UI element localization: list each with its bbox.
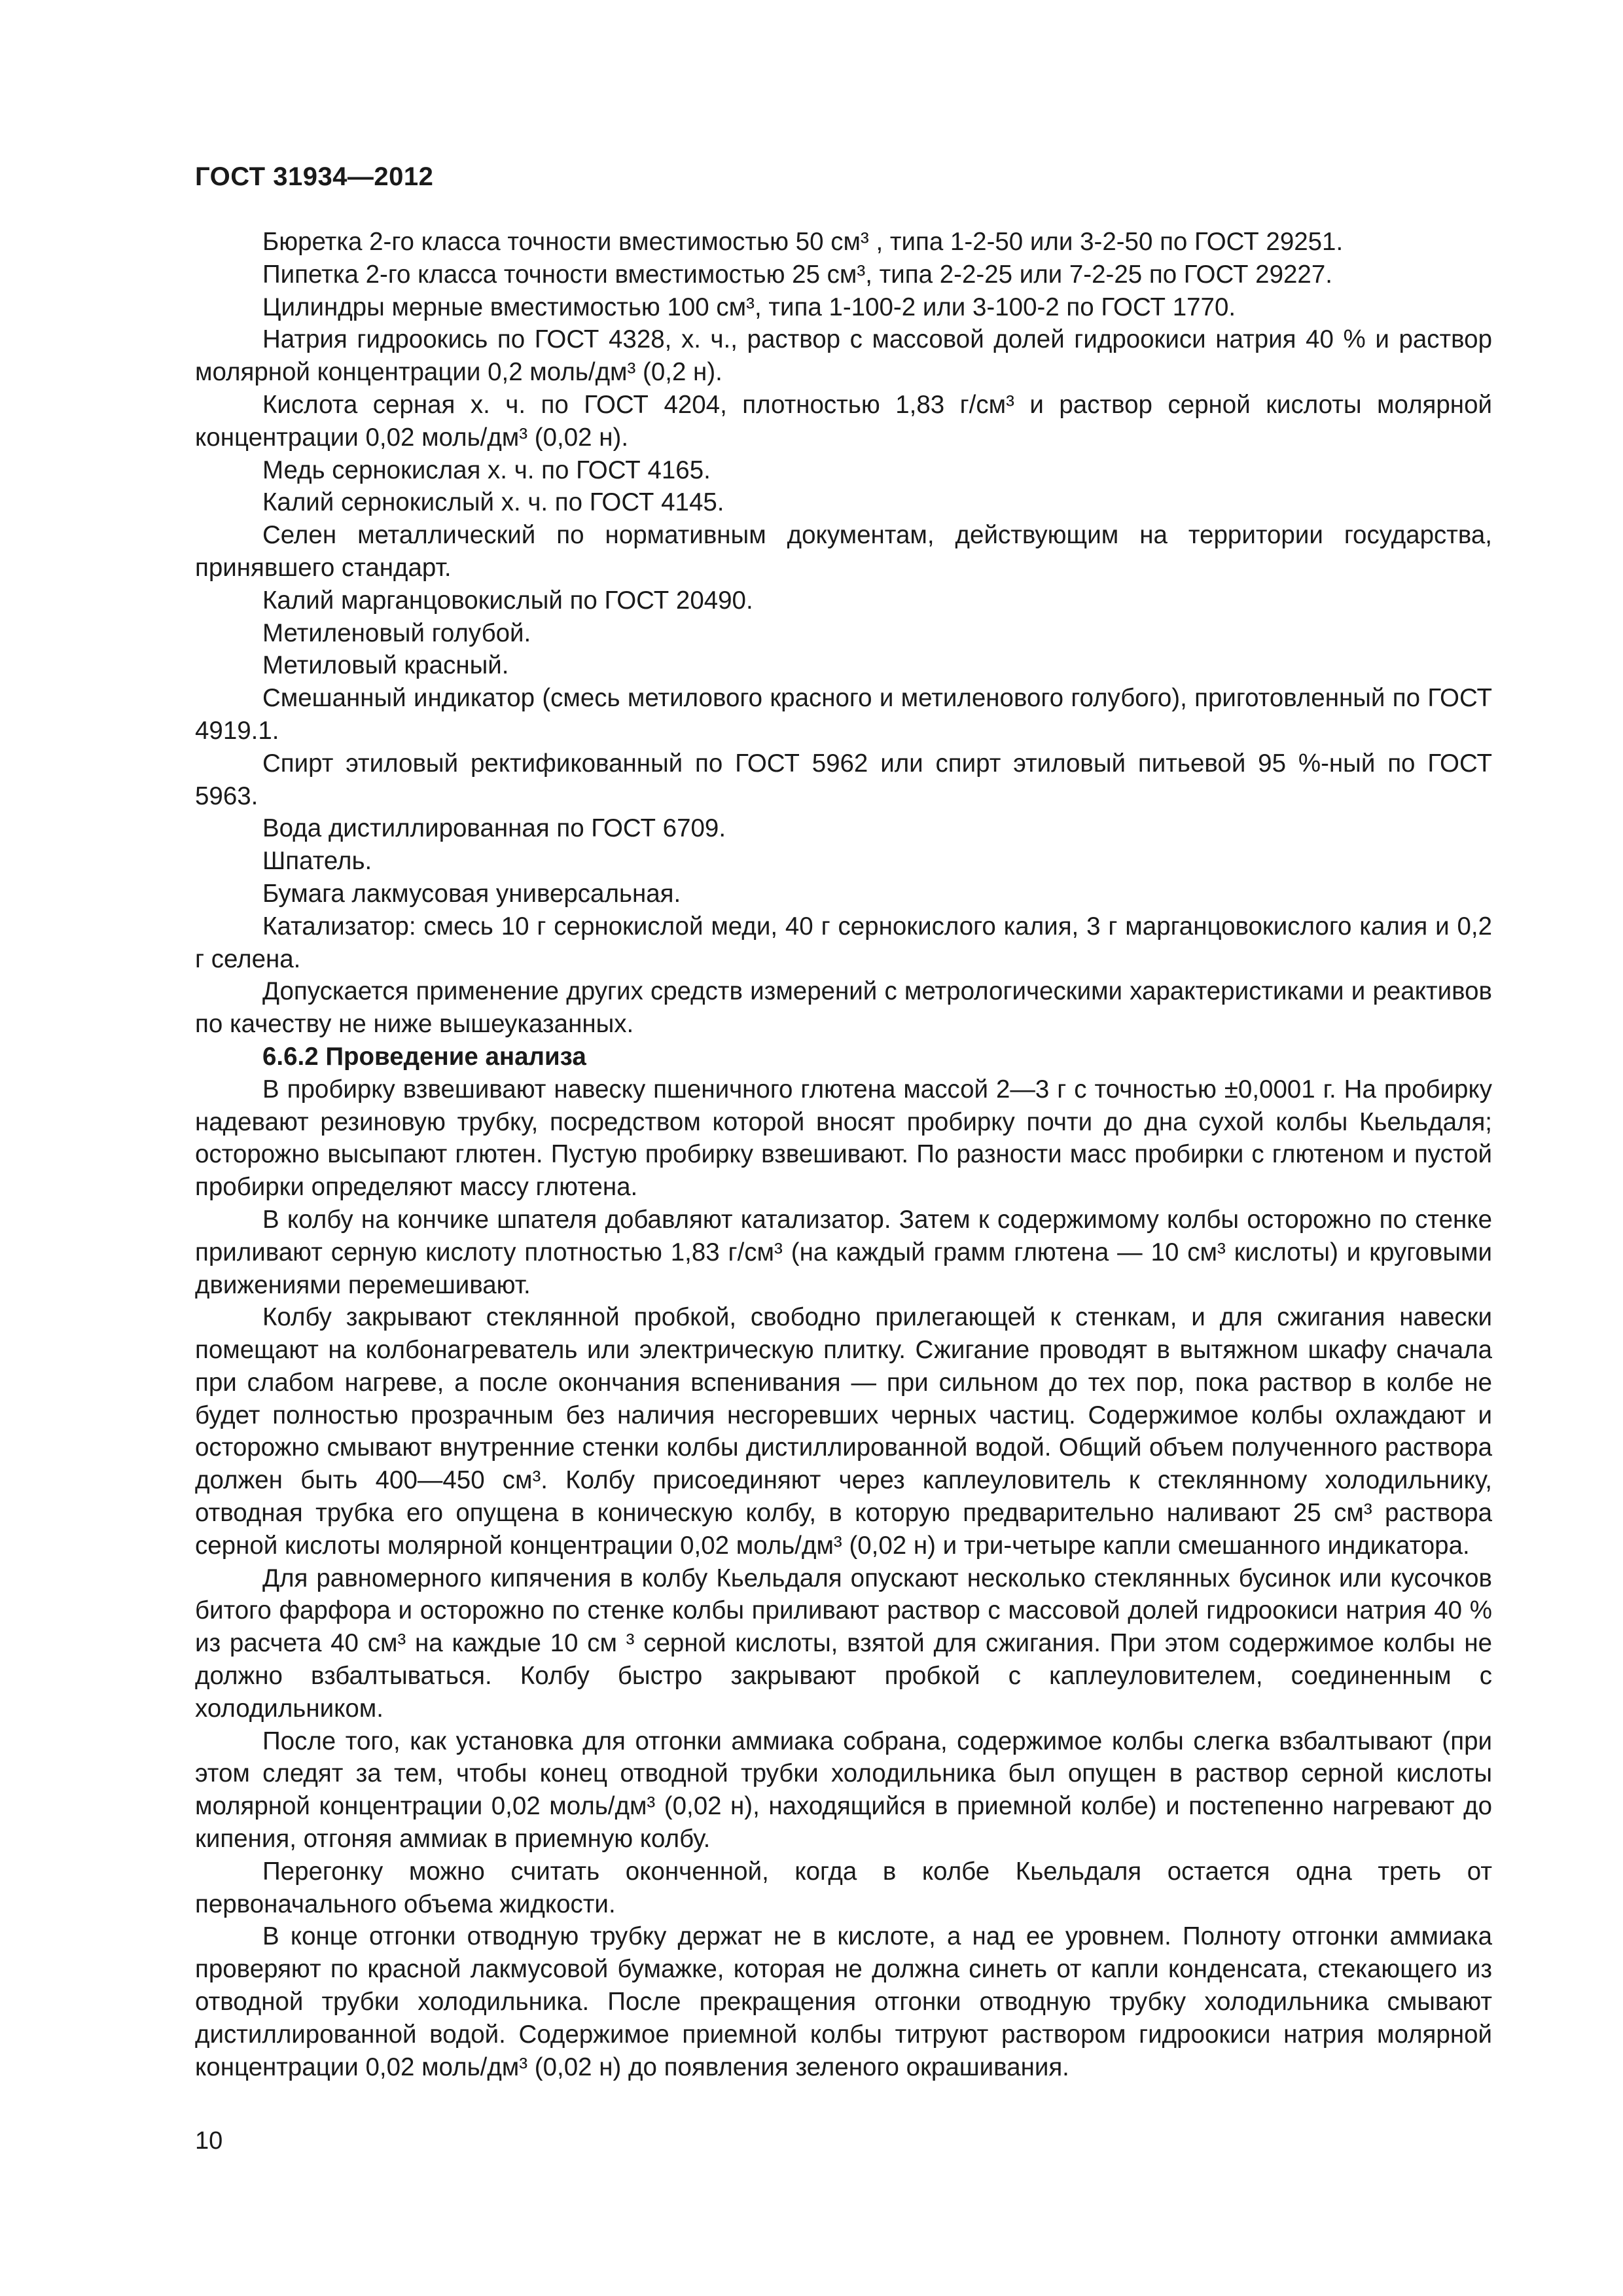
paragraph: Калий марганцовокислый по ГОСТ 20490. (262, 586, 753, 615)
paragraph: Метиловый красный. (262, 651, 509, 680)
paragraph: Бюретка 2-го класса точности вместимостью 50 см³ , типа 1-2-50 или 3-2-50 по ГОСТ 29251. (262, 228, 1344, 256)
paragraph: Спирт этиловый ректификованный по ГОСТ 5962 или спирт этиловый питьевой 95 %-ный по ГОСТ 5963. (195, 749, 1492, 810)
paragraph: Пипетка 2-го класса точности вместимостью 25 см³, типа 2-2-25 или 7-2-25 по ГОСТ 29227. (262, 260, 1332, 289)
paragraph: Колбу закрывают стеклянной пробкой, свободно прилегающей к стенкам, и для сжигания навески помещают на колбонагреватель или электрическую плитку. Сжигание проводят в вытяжном шкафу сначала при слабом нагреве, а после окончания вспенивания — при сильном до тех пор, пока раствор в колбе не будет полностью прозрачным без наличия несгоревших черных частиц. Содержимое колбы охлаждают и осторожно смывают внутренние стенки колбы дистиллированной водой. Общий объем полученного раствора должен быть 400—450 см³. Колбу присоединяют через каплеуловитель к стеклянному холодильнику, отводная трубка его опущена в коническую колбу, в которую предварительно наливают 25 см³ раствора серной кислоты молярной концентрации 0,02 моль/дм³ (0,02 н) и три-четыре капли смешанного индикатора. (195, 1303, 1492, 1560)
paragraph: Кислота серная х. ч. по ГОСТ 4204, плотностью 1,83 г/см³ и раствор серной кислоты молярной концентрации 0,02 моль/дм³ (0,02 н). (195, 390, 1492, 452)
paragraph: Для равномерного кипячения в колбу Кьельдаля опускают несколько стеклянных бусинок или кусочков битого фарфора и осторожно по стенке колбы приливают раствор с массовой долей гидроокиси натрия 40 % из расчета 40 см³ на каждые 10 см ³ серной кислоты, взятой для сжигания. При этом содержимое колбы не должно взбалтываться. Колбу быстро закрывают пробкой с каплеуловителем, соединенным с холодильником. (195, 1564, 1492, 1723)
paragraph: Перегонку можно считать оконченной, когда в колбе Кьельдаля остается одна треть от первоначального объема жидкости. (195, 1857, 1492, 1918)
paragraph: В конце отгонки отводную трубку держат не в кислоте, а над ее уровнем. Полноту отгонки аммиака проверяют по красной лакмусовой бумажке, которая не должна синеть от капли конденсата, стекающего из отводной трубки холодильника. После прекращения отгонки отводную трубку холодильника смывают дистиллированной водой. Содержимое приемной колбы титруют раствором гидроокиси натрия молярной концентрации 0,02 моль/дм³ (0,02 н) до появления зеленого окрашивания. (195, 1922, 1492, 2081)
paragraph: Катализатор: смесь 10 г сернокислой меди, 40 г сернокислого калия, 3 г марганцовокислого калия и 0,2 г селена. (195, 912, 1492, 973)
paragraph: Бумага лакмусовая универсальная. (262, 879, 681, 908)
paragraph: Медь сернокислая х. ч. по ГОСТ 4165. (262, 456, 711, 484)
paragraph: Метиленовый голубой. (262, 619, 531, 647)
section-heading: 6.6.2 Проведение анализа (262, 1042, 586, 1071)
paragraph: В колбу на кончике шпателя добавляют катализатор. Затем к содержимому колбы осторожно по стенке приливают серную кислоту плотностью 1,83 г/см³ (на каждый грамм глютена — 10 см³ кислоты) и круговыми движениями перемешивают. (195, 1205, 1492, 1299)
paragraph: Шпатель. (262, 847, 372, 876)
paragraph: После того, как установка для отгонки аммиака собрана, содержимое колбы слегка взбалтывают (при этом следят за тем, чтобы конец отводной трубки холодильника был опущен в раствор серной кислоты молярной концентрации 0,02 моль/дм³ (0,02 н), находящийся в приемной колбе) и постепенно нагревают до кипения, отгоняя аммиак в приемную колбу. (195, 1727, 1492, 1854)
paragraph: Калий сернокислый х. ч. по ГОСТ 4145. (262, 488, 724, 517)
paragraph: Вода дистиллированная по ГОСТ 6709. (262, 814, 726, 843)
document-header: ГОСТ 31934—2012 (195, 162, 434, 191)
paragraph: В пробирку взвешивают навеску пшеничного глютена массой 2—3 г с точностью ±0,0001 г. На пробирку надевают резиновую трубку, посредством которой вносят пробирку почти до дна сухой колбы Кьельдаля; осторожно высыпают глютен. Пустую пробирку взвешивают. По разности масс пробирки с глютеном и пустой пробирки определяют массу глютена. (195, 1075, 1492, 1202)
paragraph: Натрия гидроокись по ГОСТ 4328, х. ч., раствор с массовой долей гидроокиси натрия 40 % и раствор молярной концентрации 0,2 моль/дм³ (0,2 н). (195, 325, 1492, 387)
paragraph: Допускается применение других средств измерений с метрологическими характеристиками и реактивов по качеству не ниже вышеуказанных. (195, 977, 1492, 1039)
paragraph: Смешанный индикатор (смесь метилового красного и метиленового голубого), приготовленный по ГОСТ 4919.1. (195, 684, 1492, 745)
page-number: 10 (195, 2127, 223, 2155)
paragraph: Цилиндры мерные вместимостью 100 см³, типа 1-100-2 или 3-100-2 по ГОСТ 1770. (262, 293, 1236, 321)
paragraph: Селен металлический по нормативным документам, действующим на территории государства, принявшего стандарт. (195, 521, 1492, 582)
document-body (195, 226, 1492, 2083)
